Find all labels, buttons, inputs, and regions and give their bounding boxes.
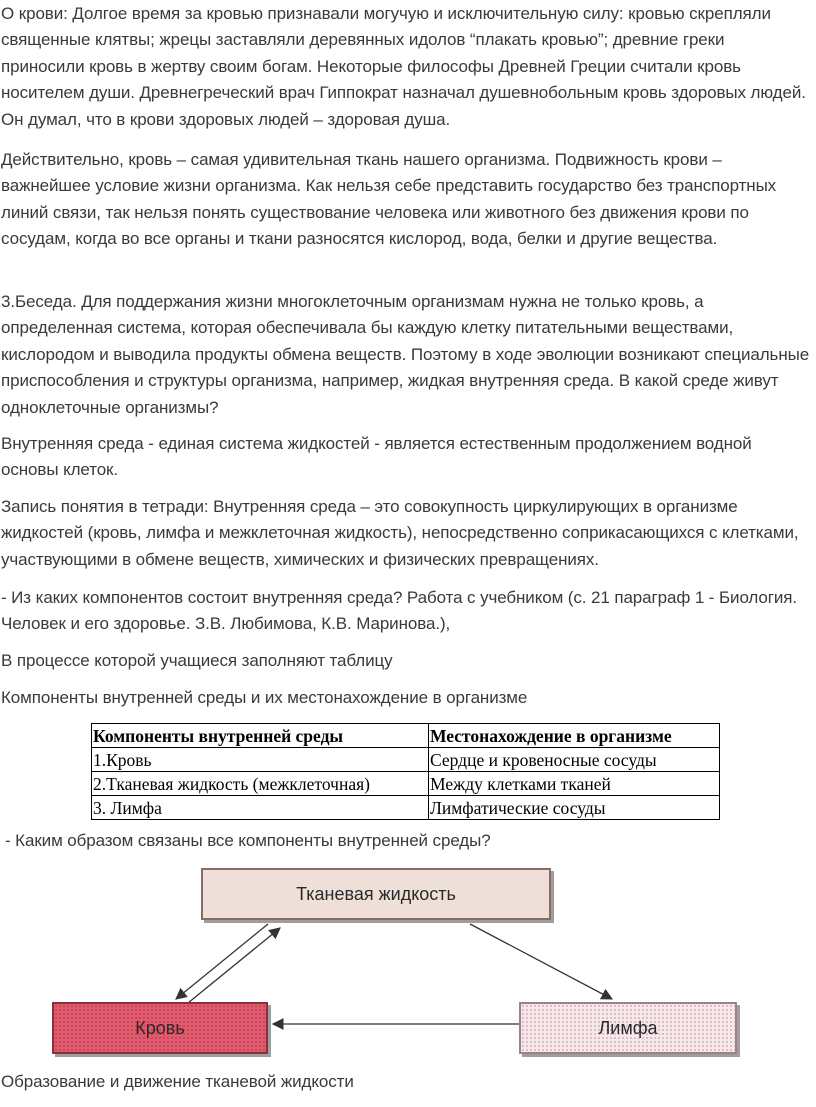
table-cell: 2.Тканевая жидкость (межклеточная) bbox=[92, 772, 429, 796]
paragraph-fill-table: В процессе которой учащиеся заполняют таблицу bbox=[1, 651, 393, 670]
blood-box: Кровь bbox=[52, 1002, 268, 1054]
arrow-blood-to-tissue bbox=[188, 928, 280, 1003]
table-cell: Между клетками тканей bbox=[429, 772, 720, 796]
fluid-diagram bbox=[0, 856, 816, 1066]
paragraph-definition: Запись понятия в тетради: Внутренняя среда – это совокупность циркулирующих в организме жидкостей (кровь, лимфа и межклеточная жидкость), непосредственно соприкасающихся с клетками, участвующими в обмене веществ, химических и физических превращениях. bbox=[1, 497, 799, 569]
paragraph-blood-tissue: Действительно, кровь – самая удивительная ткань нашего организма. Подвижность крови – важнейшее условие жизни организма. Как нельзя себе представить государство без транспортных линий связи, так нельзя понять существование человека или животного без движения крови по сосудам, когда во все органы и ткани разносятся кислород, вода, белки и другие вещества. bbox=[1, 150, 777, 249]
table-row bbox=[92, 796, 720, 820]
lymph-box: Лимфа bbox=[519, 1002, 737, 1054]
table-cell: Сердце и кровеносные сосуды bbox=[429, 748, 720, 772]
arrow-tissue-to-lymph bbox=[470, 924, 612, 999]
arrow-tissue-to-blood bbox=[176, 924, 268, 999]
table-cell: 3. Лимфа bbox=[92, 796, 429, 820]
table-caption: Компоненты внутренней среды и их местонахождение в организме bbox=[1, 688, 528, 707]
table-cell: 1.Кровь bbox=[92, 748, 429, 772]
tissue-fluid-box: Тканевая жидкость bbox=[201, 868, 551, 920]
paragraph-question-connection: - Каким образом связаны все компоненты внутренней среды? bbox=[5, 831, 491, 850]
paragraph-about-blood: О крови: Долгое время за кровью признавали могучую и исключительную силу: кровью скрепляли священные клятвы; жрецы заставляли деревянных идолов “плакать кровью”; древние греки приносили кровь в жертву своим богам. Некоторые философы Древней Греции считали кровь носителем души. Древнегреческий врач Гиппократ назначал душевнобольным кровь здоровых людей. Он думал, что в крови здоровых людей – здоровая душа. bbox=[1, 4, 806, 129]
table-header-cell: Местонахождение в организме bbox=[429, 724, 720, 748]
paragraph-question-components: - Из каких компонентов состоит внутренняя среда? Работа с учебником (с. 21 параграф 1 - Биология. Человек и его здоровье. З.В. Любимова, К.В. Маринова.), bbox=[1, 588, 798, 634]
components-table bbox=[91, 723, 720, 820]
table-row bbox=[92, 748, 720, 772]
diagram-caption: Образование и движение тканевой жидкости bbox=[1, 1072, 354, 1091]
paragraph-internal-environment: Внутренняя среда - единая система жидкостей - является естественным продолжением водной основы клеток. bbox=[1, 434, 752, 480]
paragraph-conversation: 3.Беседа. Для поддержания жизни многоклеточным организмам нужна не только кровь, а определенная система, которая обеспечивала бы каждую клетку питательными веществами, кислородом и выводила продукты обмена веществ. Поэтому в ходе эволюции возникают специальные приспособления и структуры организма, например, жидкая внутренняя среда. В какой среде живут одноклеточные организмы? bbox=[1, 292, 810, 417]
table-header-cell: Компоненты внутренней среды bbox=[92, 724, 429, 748]
table-row bbox=[92, 772, 720, 796]
table-header-row bbox=[92, 724, 720, 748]
table-cell: Лимфатические сосуды bbox=[429, 796, 720, 820]
